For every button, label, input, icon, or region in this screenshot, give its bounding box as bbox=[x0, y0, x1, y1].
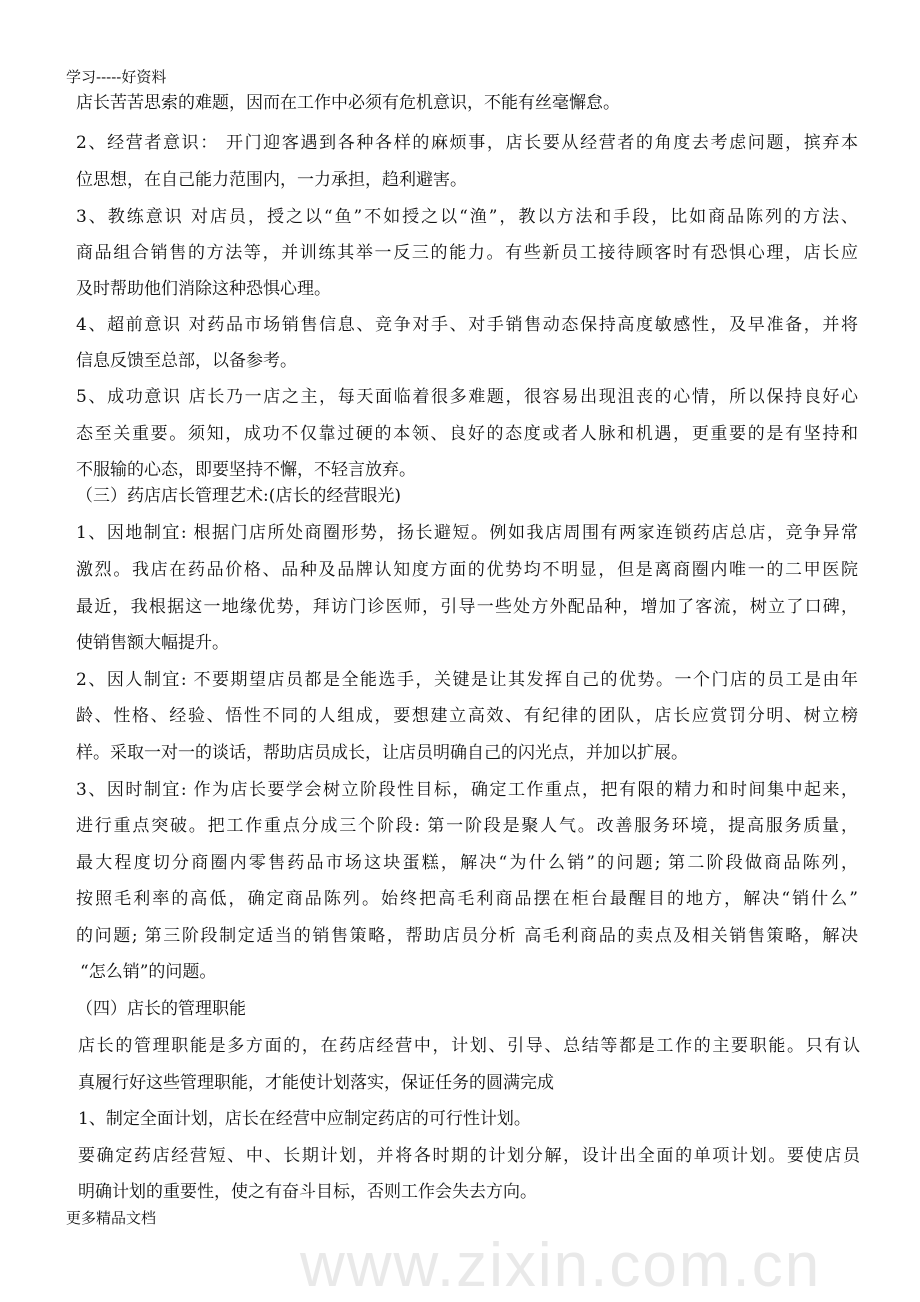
paragraph-line: 店长苦苦思索的难题，因而在工作中必须有危机意识，不能有丝毫懈怠。 bbox=[76, 93, 620, 113]
watermark: www.zixin.com.cn bbox=[300, 1231, 822, 1300]
paragraph-line: 4、超前意识 对药品市场销售信息、竞争对手、对手销售动态保持高度敏感性，及早准备，并将 bbox=[76, 315, 858, 335]
paragraph-line: 样。采取一对一的谈话，帮助店员成长，让店员明确自己的闪光点，并加以扩展。 bbox=[76, 743, 688, 763]
paragraph-line: 2、经营者意识： 开门迎客遇到各种各样的麻烦事，店长要从经营者的角度去考虑问题，摈弃本 bbox=[76, 133, 858, 153]
paragraph-line: 位思想，在自己能力范围内，一力承担，趋利避害。 bbox=[76, 170, 467, 190]
page-header: 学习-----好资料 bbox=[66, 68, 167, 86]
paragraph-line: 2、因人制宜: 不要期望店员都是全能选手，关键是让其发挥自己的优势。一个门店的员工是由年 bbox=[76, 670, 858, 690]
paragraph-line: 1、制定全面计划，店长在经营中应制定药店的可行性计划。 bbox=[78, 1109, 531, 1129]
paragraph-line: 态至关重要。须知，成功不仅靠过硬的本领、良好的态度或者人脉和机遇，更重要的是有坚持和 bbox=[76, 424, 858, 444]
paragraph-line: 不服输的心态，即要坚持不懈，不轻言放弃。 bbox=[76, 460, 416, 480]
section-heading: （四）店长的管理职能 bbox=[76, 999, 246, 1019]
paragraph-line: 按照毛利率的高低，确定商品陈列。始终把高毛利商品摆在柜台最醒目的地方，解决“销什么” bbox=[76, 889, 858, 909]
paragraph-line: 及时帮助他们消除这种恐惧心理。 bbox=[76, 279, 331, 299]
paragraph-line: 信息反馈至总部，以备参考。 bbox=[76, 351, 297, 371]
paragraph-line: “怎么销”的问题。 bbox=[80, 962, 217, 982]
paragraph-line: 5、成功意识 店长乃一店之主，每天面临着很多难题，很容易出现沮丧的心情，所以保持良好心 bbox=[76, 387, 858, 407]
paragraph-line: 最近，我根据这一地缘优势，拜访门诊医师，引导一些处方外配品种，增加了客流，树立了口碑， bbox=[76, 597, 858, 617]
paragraph-line: 3、教练意识 对店员，授之以“鱼”不如授之以“渔”，教以方法和手段，比如商品陈列的方法、 bbox=[76, 207, 858, 227]
paragraph-line: 商品组合销售的方法等，并训练其举一反三的能力。有些新员工接待顾客时有恐惧心理，店长应 bbox=[76, 243, 858, 263]
paragraph-line: 龄、性格、经验、悟性不同的人组成，要想建立高效、有纪律的团队，店长应赏罚分明、树立榜 bbox=[76, 706, 858, 726]
paragraph-line: 1、因地制宜: 根据门店所处商圈形势，扬长避短。例如我店周围有两家连锁药店总店，竞争异常 bbox=[76, 523, 858, 543]
paragraph-line: 明确计划的重要性，使之有奋斗目标，否则工作会失去方向。 bbox=[78, 1182, 537, 1202]
section-heading: （三）药店店长管理艺术:(店长的经营眼光) bbox=[76, 486, 401, 506]
paragraph-line: 进行重点突破。把工作重点分成三个阶段: 第一阶段是聚人气。改善服务环境，提高服务质量， bbox=[76, 816, 858, 836]
paragraph-line: 真履行好这些管理职能，才能使计划落实，保证任务的圆满完成 bbox=[78, 1073, 554, 1093]
paragraph-line: 要确定药店经营短、中、长期计划，并将各时期的计划分解，设计出全面的单项计划。要使店员 bbox=[78, 1146, 860, 1166]
paragraph-line: 激烈。我店在药品价格、品种及品牌认知度方面的优势均不明显，但是离商圈内唯一的二甲医院 bbox=[76, 560, 858, 580]
paragraph-line: 3、因时制宜: 作为店长要学会树立阶段性目标，确定工作重点，把有限的精力和时间集中起来， bbox=[76, 780, 858, 800]
paragraph-line: 使销售额大幅提升。 bbox=[76, 633, 229, 653]
paragraph-line: 的问题; 第三阶段制定适当的销售策略，帮助店员分析 高毛利商品的卖点及相关销售策略，解决 bbox=[76, 926, 858, 946]
paragraph-line: 店长的管理职能是多方面的，在药店经营中，计划、引导、总结等都是工作的主要职能。只有认 bbox=[78, 1036, 860, 1056]
page-footer: 更多精品文档 bbox=[66, 1209, 157, 1227]
paragraph-line: 最大程度切分商圈内零售药品市场这块蛋糕，解决“为什么销”的问题; 第二阶段做商品陈列， bbox=[76, 853, 858, 873]
